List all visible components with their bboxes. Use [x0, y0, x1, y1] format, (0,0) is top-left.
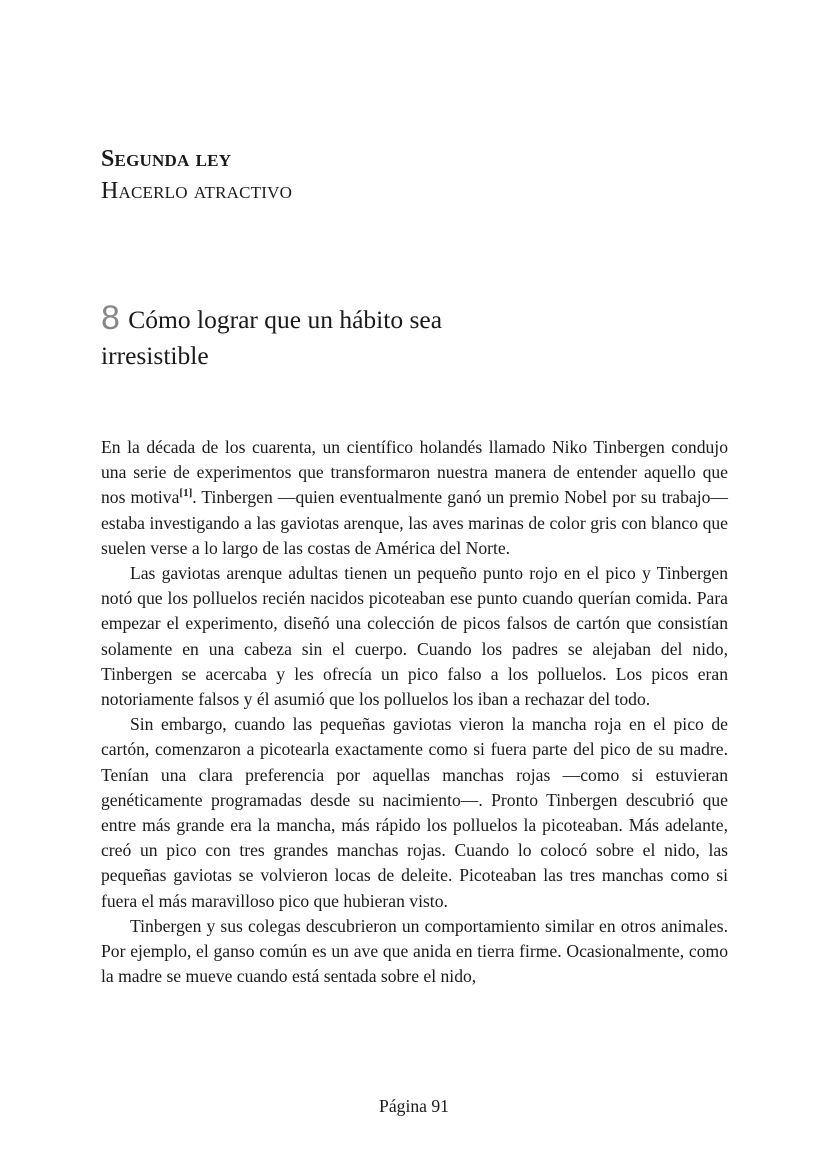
chapter-heading: [101, 300, 521, 374]
footnote-reference-link[interactable]: [1]: [179, 487, 193, 500]
paragraph-text: En la década de los cuarenta, un científico holandés llamado Niko Tinbergen condujo una serie de experimentos que transformaron nuestra manera de entender aquello que nos motiva: [101, 437, 728, 508]
part-subtitle: Hacerlo atractivo: [101, 178, 293, 204]
paragraph: [101, 435, 728, 561]
chapter-number: 8: [101, 299, 120, 337]
part-title: Segunda ley: [101, 146, 232, 172]
paragraph: Tinbergen y sus colegas descubrieron un comportamiento similar en otros animales. Por ejemplo, el ganso común es un ave que anida en tierra firme. Ocasionalmente, como la madre se mueve cuando está sentada sobre el nido,: [101, 915, 728, 987]
paragraph: Sin embargo, cuando las pequeñas gaviotas vieron la mancha roja en el pico de cartón, comenzaron a picotearla exactamente como si fuera parte del pico de su madre. Tenían una clara preferencia por aquellas manchas rojas —como si estuvieran genéticamente programadas desde su nacimiento—. Pronto Tinbergen descubrió que entre más grande era la mancha, más rápido los polluelos la picoteaban. Más adelante, creó un pico con tres grandes manchas rojas. Cuando lo colocó sobre el nido, las pequeñas gaviotas se volvieron locas de deleite. Picoteaban las tres manchas como si fuera el más maravilloso pico que hubieran visto.: [101, 714, 728, 911]
chapter-title: Cómo lograr que un hábito sea irresistible: [101, 305, 443, 370]
page-number: Página 91: [379, 1096, 449, 1116]
part-heading: [101, 144, 741, 208]
body-text: [101, 435, 728, 989]
paragraph-text: . Tinbergen —quien eventualmente ganó un premio Nobel por su trabajo— estaba investigando a las gaviotas arenque, las aves marinas de color gris con blanco que suelen verse a lo largo de las costas de América del Norte.: [101, 487, 729, 558]
paragraph: Las gaviotas arenque adultas tienen un pequeño punto rojo en el pico y Tinbergen notó que los polluelos recién nacidos picoteaban ese punto cuando querían comida. Para empezar el experimento, diseñó una colección de picos falsos de cartón que consistían solamente en una cabeza sin el cuerpo. Cuando los padres se alejaban del nido, Tinbergen se acercaba y les ofrecía un pico falso a los polluelos. Los picos eran notoriamente falsos y él asumió que los polluelos los iban a rechazar del todo.: [101, 563, 728, 710]
